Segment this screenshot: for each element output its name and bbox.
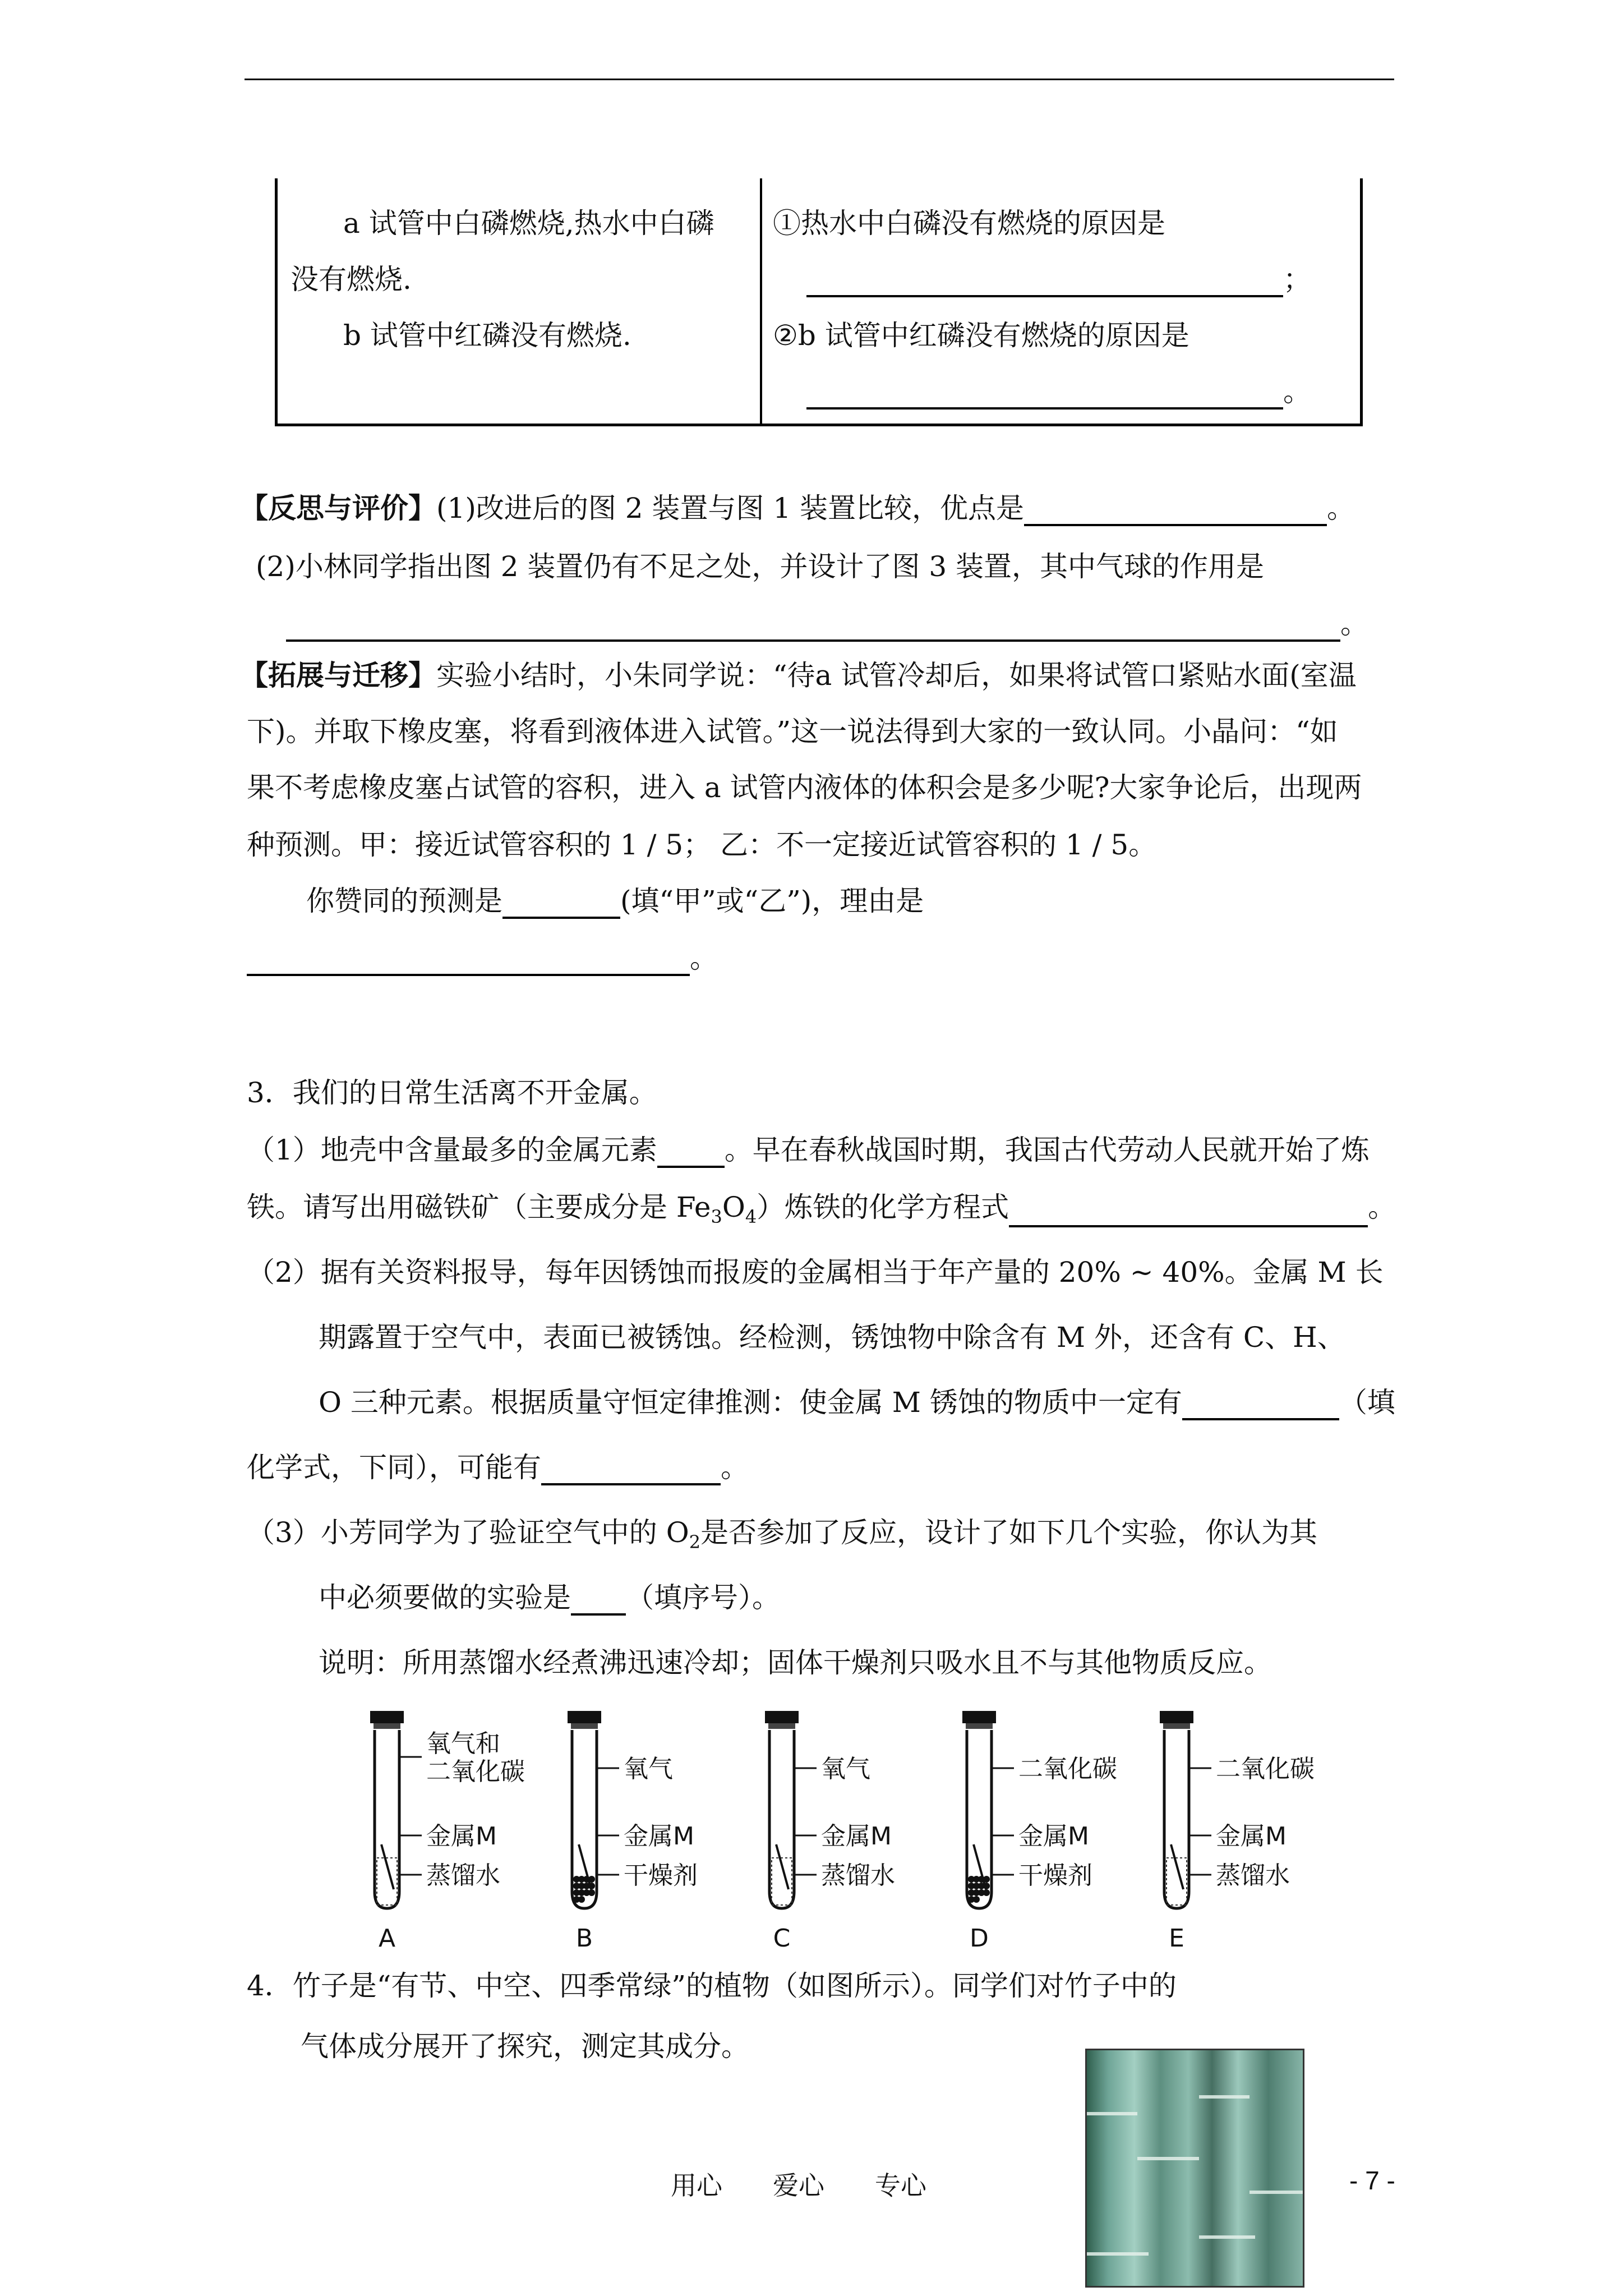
table-left-line-2: 没有燃烧. (291, 263, 412, 296)
tube-letter: D (970, 1924, 989, 1953)
q3-p2-line3: O 三种元素。根据质量守恒定律推测：使金属 M 锈蚀的物质中一定有 （填 (319, 1380, 1395, 1420)
tube-c (765, 1711, 895, 1953)
q3-p3-note: 说明：所用蒸馏水经煮沸迅速冷却；固体干燥剂只吸水且不与其他物质反应。 (319, 1646, 1272, 1679)
answer-blank[interactable] (806, 378, 1283, 409)
bottom-label: 蒸馏水 (821, 1861, 895, 1890)
reflection-q2: (2)小林同学指出图 2 装置仍有不足之处，并设计了图 3 装置，其中气球的作用是 (256, 550, 1265, 583)
reflection-q1: 【反思与评价】(1)改进后的图 2 装置与图 1 装置比较，优点是 。 (240, 486, 1355, 526)
answer-blank[interactable] (806, 266, 1283, 297)
answer-blank[interactable] (571, 1584, 626, 1616)
stopper (568, 1711, 601, 1723)
answer-blank[interactable] (286, 610, 1340, 642)
bamboo-photo (1085, 2049, 1304, 2288)
gas-label: 氧气和 (426, 1729, 500, 1758)
stopper (765, 1711, 799, 1723)
q4-line2: 气体成分展开了探究，测定其成分。 (301, 2030, 749, 2063)
table-right-q1: ①热水中白磷没有燃烧的原因是 (773, 207, 1165, 240)
answer-blank[interactable] (1024, 495, 1327, 526)
extension-line-4: 种预测。甲：接近试管容积的 1 / 5； 乙：不一定接近试管容积的 1 / 5。 (247, 829, 1157, 861)
tube-letter: A (378, 1924, 396, 1953)
q3-p3-line2: 中必须要做的实验是 （填序号）。 (319, 1575, 780, 1616)
bottom-label: 干燥剂 (1018, 1861, 1092, 1890)
q4-line1: 4．竹子是“有节、中空、四季常绿”的植物（如图所示）。同学们对竹子中的 (247, 1970, 1177, 2002)
table-divider (760, 178, 762, 424)
tube-letter: C (773, 1924, 791, 1953)
test-tube-figure (336, 1711, 1374, 1969)
stopper (962, 1711, 996, 1723)
gas-label: 氧气 (821, 1755, 870, 1783)
metal-label: 金属M (1216, 1822, 1287, 1851)
q3-p2-line1: （2）据有关资料报导，每年因锈蚀而报废的金属相当于年产量的 20% ~ 40%。金属 M 长 (247, 1256, 1384, 1289)
stopper (370, 1711, 404, 1723)
table-left-line-1: a 试管中白磷燃烧,热水中白磷 (343, 207, 714, 240)
gas-label: 二氧化碳 (1216, 1755, 1315, 1783)
metal-label: 金属M (821, 1822, 892, 1851)
bottom-label: 蒸馏水 (1216, 1861, 1290, 1890)
bottom-label: 蒸馏水 (426, 1861, 500, 1890)
gas-label: 氧气 (624, 1755, 673, 1783)
extension-line-2: 下)。并取下橡皮塞，将看到液体进入试管。”这一说法得到大家的一致认同。小晶问：“如 (247, 715, 1338, 748)
table-left-line-3: b 试管中红磷没有燃烧. (343, 319, 631, 352)
metal-label: 金属M (1018, 1822, 1089, 1851)
tube-body (1164, 1730, 1189, 1908)
metal-strip (1171, 1844, 1183, 1889)
footer-motto: 用心 爱心 专心 (671, 2170, 926, 2201)
answer-blank[interactable] (657, 1137, 725, 1168)
answer-blank[interactable] (1009, 1196, 1368, 1227)
tube-letter: B (575, 1924, 593, 1953)
q3-p3-line1: （3）小芳同学为了验证空气中的 $O_2$是否参加了反应，设计了如下几个实验，你认为其 (247, 1516, 1318, 1553)
metal-strip (381, 1844, 394, 1889)
answer-blank[interactable] (1182, 1389, 1339, 1420)
table-right-q1-answer: ； (806, 257, 1311, 297)
header-rule (245, 79, 1394, 80)
q3-p2-line4: 化学式，下同），可能有 。 (247, 1445, 749, 1485)
answer-blank[interactable] (541, 1454, 721, 1485)
extension-line-1: 【拓展与迁移】实验小结时，小朱同学说：“待a 试管冷却后，如果将试管口紧贴水面(室温 (240, 659, 1357, 692)
tube-body (375, 1730, 399, 1908)
metal-label: 金属M (426, 1822, 497, 1851)
metal-strip (776, 1844, 789, 1889)
table-right-q2: ②b 试管中红磷没有燃烧的原因是 (773, 319, 1189, 352)
metal-strip (579, 1844, 591, 1889)
metal-label: 金属M (624, 1822, 694, 1851)
reflection-q2-answer: 。 (286, 601, 1368, 642)
tube-letter: E (1169, 1924, 1184, 1953)
stopper (1160, 1711, 1193, 1723)
answer-blank[interactable] (247, 945, 690, 976)
answer-blank[interactable] (502, 887, 620, 919)
q3-p1-line1: （1）地壳中含量最多的金属元素 。早在春秋战国时期，我国古代劳动人民就开始了炼 (247, 1128, 1370, 1168)
q3-p1-line2: 铁。请写出用磁铁矿（主要成分是 $Fe_3O_4$）炼铁的化学方程式 。 (247, 1191, 1396, 1227)
page-number: - 7 - (1349, 2166, 1395, 2195)
tube-e (1160, 1711, 1315, 1953)
tube-d (962, 1711, 1117, 1953)
extension-line-6: 。 (247, 936, 718, 976)
bottom-label: 干燥剂 (624, 1861, 698, 1890)
tube-a (370, 1711, 525, 1953)
extension-line-3: 果不考虑橡皮塞占试管的容积，进入 a 试管内液体的体积会是多少呢?大家争论后，出现两 (247, 771, 1362, 804)
q3-p2-line2: 期露置于空气中，表面已被锈蚀。经检测，锈蚀物中除含有 M 外，还含有 C、H、 (319, 1321, 1345, 1354)
gas-label: 二氧化碳 (1018, 1755, 1117, 1783)
gas-label: 二氧化碳 (426, 1757, 525, 1786)
tube-b (568, 1711, 698, 1953)
q3-title: 3．我们的日常生活离不开金属。 (247, 1076, 657, 1109)
extension-line-5: 你赞同的预测是 (填“甲”或“乙”)，理由是 (306, 878, 924, 919)
tube-body (769, 1730, 794, 1908)
table-right-q2-answer: 。 (806, 369, 1311, 409)
metal-strip (974, 1844, 986, 1889)
